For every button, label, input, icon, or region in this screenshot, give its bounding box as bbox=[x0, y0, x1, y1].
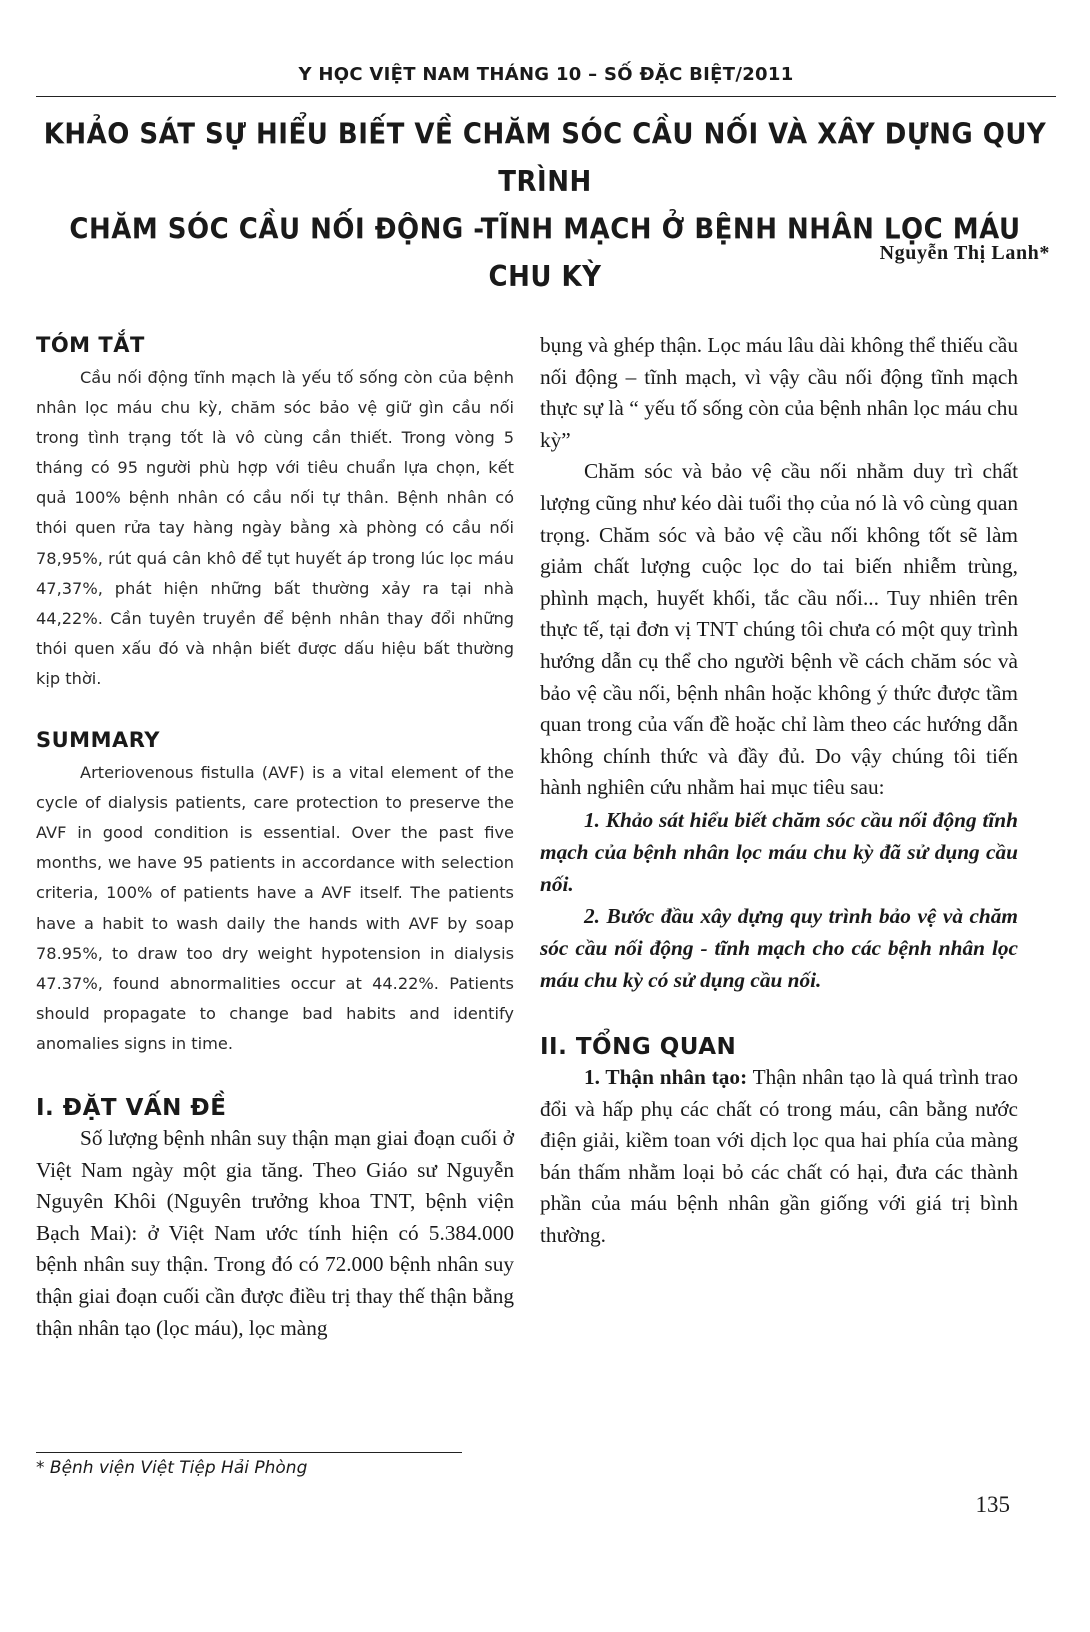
left-column bbox=[36, 333, 514, 1344]
section-1-paragraph-2: Chăm sóc và bảo vệ cầu nối nhằm duy trì chất lượng cũng như kéo dài tuổi thọ của nó là vô cùng quan trọng. Chăm sóc và bảo vệ cầu nối không tốt sẽ làm giảm chất lượng cuộc lọc do tai biến nhiễm trùng, phình mạch, huyết khối, tắc cầu nối... Tuy nhiên trên thực tế, tại đơn vị TNT chúng tôi chưa có một quy trình hướng dẫn cụ thể cho người bệnh về cách chăm sóc và bảo vệ cầu nối, bệnh nhân hoặc không ý thức được tầm quan trong của vấn đề hoặc chỉ làm theo các hướng dẫn không chính thức và đầy đủ. Do vậy chúng tôi tiến hành nghiên cứu nhằm hai mục tiêu sau: bbox=[540, 459, 1018, 800]
abstract-vi-text: Cầu nối động tĩnh mạch là yếu tố sống còn của bệnh nhân lọc máu chu kỳ, chăm sóc bảo vệ giữ gìn cầu nối trong tình trạng tốt là vô cùng cần thiết. Trong vòng 5 tháng có 95 người phù hợp với tiêu chuẩn lựa chọn, kết quả 100% bệnh nhân có cầu nối tự thân. Bệnh nhân có thói quen rửa tay hàng ngày bằng xà phòng có cầu nối 78,95%, rút quá cân khô để tụt huyết áp trong lúc lọc máu 47,37%, phát hiện những bất thường xảy ra tại nhà 44,22%. Cần tuyên truyền để bệnh nhân thay đổi những thói quen xấu đó và nhận biết được dấu hiệu bất thường kịp thời. bbox=[36, 368, 514, 688]
objective-2: 2. Bước đầu xây dựng quy trình bảo vệ và chăm sóc cầu nối động - tĩnh mạch cho các bệnh nhân lọc máu chu kỳ có sử dụng cầu nối. bbox=[540, 903, 1018, 992]
running-header: Y HỌC VIỆT NAM THÁNG 10 – SỐ ĐẶC BIỆT/2011 bbox=[298, 64, 794, 85]
author-name: Nguyễn Thị Lanh* bbox=[879, 242, 1050, 264]
article-title-line-1: KHẢO SÁT SỰ HIỂU BIẾT VỀ CHĂM SÓC CẦU NỐI VÀ XÂY DỰNG QUY TRÌNH bbox=[43, 118, 1047, 199]
section-1-heading: I. ĐẶT VẤN ĐỀ bbox=[36, 1094, 227, 1121]
section-2-subheading: 1. Thận nhân tạo: bbox=[584, 1064, 748, 1089]
article-title-line-2: CHĂM SÓC CẦU NỐI ĐỘNG -TĨNH MẠCH Ở BỆNH NHÂN LỌC MÁU CHU KỲ bbox=[69, 213, 1021, 294]
abstract-vi-heading: TÓM TẮT bbox=[36, 333, 145, 357]
section-1-paragraph-1: Số lượng bệnh nhân suy thận mạn giai đoạn cuối ở Việt Nam ngày một gia tăng. Theo Giáo sư Nguyễn Nguyên Khôi (Nguyên trưởng khoa TNT, bệnh viện Bạch Mai): ở Việt Nam ước tính hiện có 5.384.000 bệnh nhân suy thận. Trong đó có 72.000 bệnh nhân suy thận giai đoạn cuối cần được điều trị thay thế thận bằng thận nhân tạo (lọc máu), lọc màng bbox=[36, 1125, 514, 1340]
objective-1: 1. Khảo sát hiểu biết chăm sóc cầu nối động tĩnh mạch của bệnh nhân lọc máu chu kỳ đã sử dụng cầu nối. bbox=[540, 807, 1018, 896]
abstract-en-heading: SUMMARY bbox=[36, 728, 160, 753]
abstract-en-text: Arteriovenous fistulla (AVF) is a vital element of the cycle of dialysis patients, care protection to preserve the AVF in good condition is essential. Over the past five months, we have 95 patients in accordance with selection criteria, 100% of patients have a AVF itself. The patients have a habit to wash daily the hands with AVF by soap 78.95%, to draw too dry weight hypotension in dialysis 47.37%, found abnormalities occur at 44.22%. Patients should propagate to change bad habits and identify anomalies signs in time. bbox=[36, 763, 514, 1053]
section-2-heading: II. TỔNG QUAN bbox=[540, 1033, 737, 1060]
footnote: * Bệnh viện Việt Tiệp Hải Phòng bbox=[36, 1458, 308, 1478]
section-2-paragraph bbox=[540, 1062, 1018, 1252]
article-title bbox=[40, 111, 1050, 301]
footnote-divider bbox=[36, 1452, 462, 1453]
section-1-paragraph-1-continued: bụng và ghép thận. Lọc máu lâu dài không thể thiếu cầu nối động – tĩnh mạch, vì vậy cầu nối động tĩnh mạch thực sự là “ yếu tố sống còn của bệnh nhân lọc máu chu kỳ” bbox=[540, 333, 1018, 452]
page-number: 135 bbox=[975, 1492, 1010, 1517]
right-column bbox=[540, 330, 1018, 1251]
header-divider bbox=[36, 96, 1056, 97]
section-2-subtext: Thận nhân tạo là quá trình trao đổi và hấp phụ các chất có trong máu, cân bằng nước điện giải, kiềm toan với dịch lọc qua hai phía của màng bán thấm nhằm loại bỏ các chất có hại, đưa các thành phần của máu bệnh nhân gần giống với giá trị bình thường. bbox=[540, 1064, 1019, 1247]
